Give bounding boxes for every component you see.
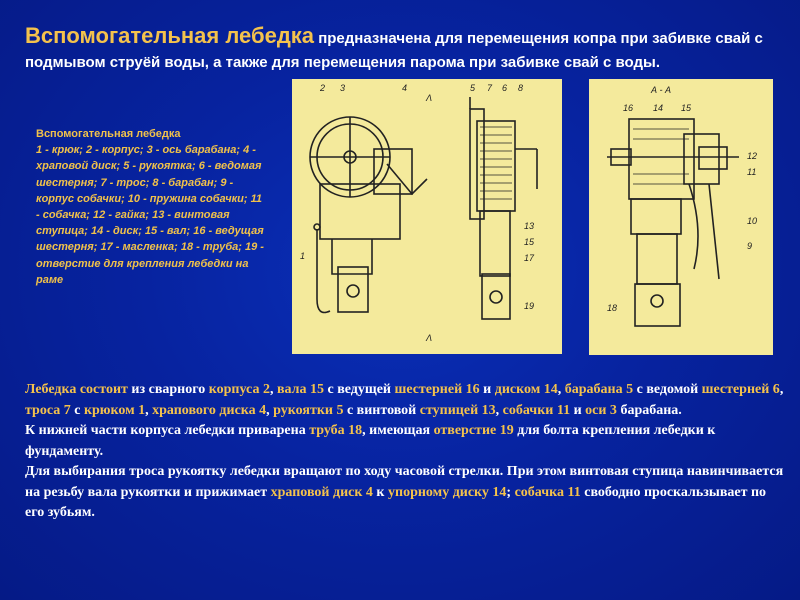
fig2-label-15: 15 bbox=[681, 103, 692, 113]
text-segment: К нижней части корпуса лебедки приварена bbox=[25, 423, 310, 438]
heading-text: предназначена для перемещения копра при забивке свай с подмывом струёй воды, а также для перемещения парома при забивке свай с воды. bbox=[25, 30, 763, 71]
highlighted-term: храпового диска 4 bbox=[152, 402, 267, 418]
highlighted-term: упорному диску 14 bbox=[388, 484, 507, 500]
text-segment: свободно проскальзывает по его зубьям. bbox=[25, 484, 767, 520]
fig2-label-11: 11 bbox=[747, 167, 757, 177]
fig1-label-13: 13 bbox=[524, 221, 535, 231]
description-paragraph-2 bbox=[25, 421, 785, 462]
fig1-label-5: 5 bbox=[470, 83, 476, 93]
text-segment: , bbox=[557, 382, 565, 397]
highlighted-term: храповой диск 4 bbox=[270, 484, 373, 500]
fig2-label-18: 18 bbox=[607, 303, 618, 313]
highlighted-term: крюком 1 bbox=[83, 402, 146, 418]
text-segment: , bbox=[145, 402, 153, 418]
highlighted-term: шестерней 6 bbox=[701, 382, 780, 397]
fig1-label-6: 6 bbox=[502, 83, 508, 93]
winch-section-svg bbox=[589, 79, 773, 355]
highlighted-term: отверстие 19 bbox=[433, 423, 514, 438]
heading-title: Вспомогательная лебедка bbox=[25, 23, 315, 48]
winch-drawing-section-aa bbox=[589, 79, 773, 355]
highlighted-term: состоит bbox=[79, 382, 128, 397]
text-segment: и bbox=[570, 402, 586, 418]
highlighted-term: оси 3 bbox=[585, 402, 617, 418]
text-segment: для болта крепления лебедки к фундаменту. bbox=[25, 423, 716, 459]
text-segment: , bbox=[779, 382, 784, 397]
description-paragraph-1 bbox=[25, 380, 785, 421]
highlighted-term: собачка 11 bbox=[514, 484, 581, 500]
legend-text: 1 - крюк; 2 - корпус; 3 - ось барабана; 4 - храповой диск; 5 - рукоятка; 6 - ведомая шестерня; 7 - трос; 8 - барабан; 9 - корпус собачки; 10 - пружина собачки; 11 - собачка; 12 - гайка; 13 - винтовая ступица; 14 - диск; 15 - вал; 16 - ведущая шестерня; 17 - масленка; 18 - труба; 19 - отверстие для крепления лебедки на раме bbox=[36, 144, 264, 286]
highlighted-term: труба 18 bbox=[309, 423, 363, 438]
fig1-label-19: 19 bbox=[524, 301, 535, 311]
highlighted-term: собачки 11 bbox=[502, 402, 571, 418]
fig2-label-16: 16 bbox=[623, 103, 634, 113]
highlighted-term: вала 15 bbox=[276, 382, 324, 397]
highlighted-term: корпуса 2 bbox=[208, 382, 270, 397]
fig2-title: А - А bbox=[651, 85, 672, 95]
fig1-label-15: 15 bbox=[524, 237, 535, 247]
text-segment: , bbox=[266, 402, 274, 418]
highlighted-term: ступицей 13 bbox=[419, 402, 496, 418]
text-segment: к bbox=[372, 484, 388, 500]
legend-title: Вспомогательная лебедка bbox=[36, 128, 181, 140]
highlighted-term: троса 7 bbox=[25, 402, 71, 418]
text-segment: , bbox=[269, 382, 277, 397]
highlighted-term: барабана 5 bbox=[564, 382, 634, 397]
fig1-label-2: 2 bbox=[320, 83, 326, 93]
text-segment: с ведущей bbox=[324, 382, 395, 397]
slide-heading bbox=[25, 24, 785, 75]
text-segment: с ведомой bbox=[633, 382, 702, 397]
legend-box bbox=[36, 126, 266, 288]
description-paragraph-3 bbox=[25, 462, 785, 524]
fig1-label-7: 7 bbox=[487, 83, 493, 93]
fig1-label-4: 4 bbox=[402, 83, 408, 93]
highlighted-term: диском 14 bbox=[494, 382, 558, 397]
fig1-label-8: 8 bbox=[518, 83, 524, 93]
highlighted-term: шестерней 16 bbox=[394, 382, 480, 397]
fig1-label-1: 1 bbox=[300, 251, 306, 261]
fig1-section-mark-top: Λ bbox=[426, 93, 433, 103]
text-segment: , bbox=[495, 402, 503, 418]
fig2-label-9: 9 bbox=[747, 241, 753, 251]
text-segment: с bbox=[70, 402, 84, 418]
text-segment: и bbox=[479, 382, 495, 397]
fig1-label-3: 3 bbox=[340, 83, 346, 93]
description-text bbox=[25, 380, 785, 524]
text-segment: с винтовой bbox=[343, 402, 420, 418]
winch-side-svg bbox=[292, 79, 562, 354]
text-segment: Для выбирания троса рукоятку лебедки вращают по ходу часовой стрелки. При этом винтовая ступица навинчивается на резьбу вала рукоятки и прижимает bbox=[25, 464, 784, 500]
highlighted-term: рукоятки 5 bbox=[273, 402, 344, 418]
fig2-label-10: 10 bbox=[747, 216, 758, 226]
winch-drawing-side-view bbox=[292, 79, 562, 354]
text-segment: , имеющая bbox=[362, 423, 434, 438]
highlighted-term: Лебедка bbox=[25, 382, 80, 397]
fig2-label-12: 12 bbox=[747, 151, 758, 161]
fig2-label-14: 14 bbox=[653, 103, 664, 113]
fig1-label-17: 17 bbox=[524, 253, 535, 263]
text-segment: ; bbox=[506, 484, 515, 500]
text-segment: из сварного bbox=[127, 382, 209, 397]
fig1-section-mark-bottom: Λ bbox=[426, 333, 433, 343]
text-segment: барабана. bbox=[616, 402, 682, 418]
